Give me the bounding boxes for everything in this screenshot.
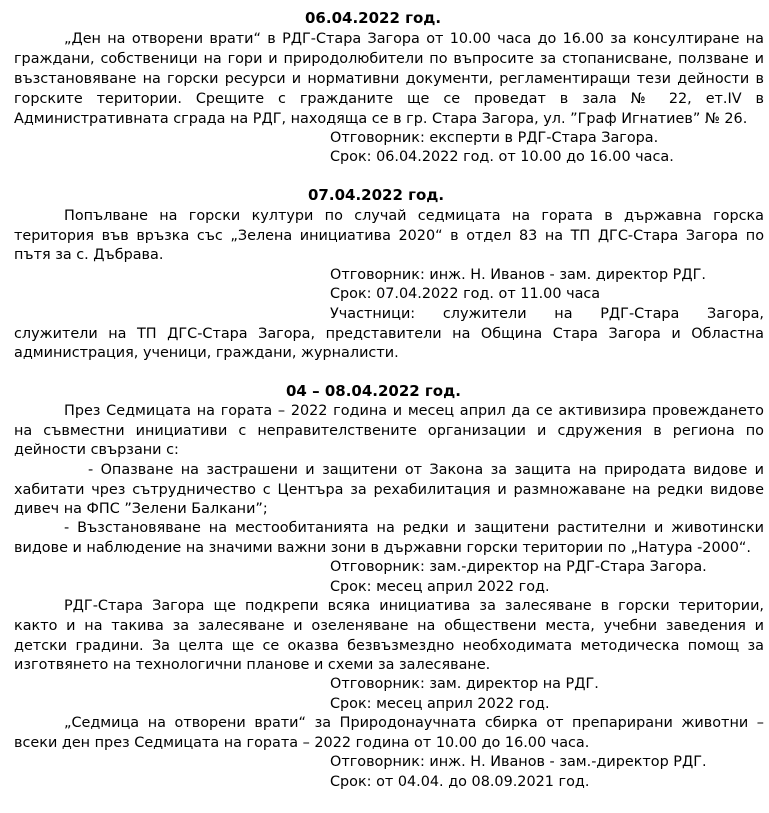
deadline-line: Срок: месец април 2022 год. xyxy=(330,579,550,595)
paragraph-line: на съвместни инициативи с неправителствените организации и сдружения в региона по xyxy=(14,423,764,439)
deadline-line: Срок: 06.04.2022 год. от 10.00 до 16.00 часа. xyxy=(330,149,674,165)
deadline-line: Срок: от 04.04. до 08.09.2021 год. xyxy=(330,774,590,790)
paragraph-line: дейности свързани с: xyxy=(14,442,179,458)
paragraph-line: „Ден на отворени врати“ в РДГ-Стара Загора от 10.00 часа до 16.00 за консултиране на xyxy=(64,31,764,47)
section-heading: 07.04.2022 год. xyxy=(308,186,445,204)
responsible-line: Отговорник: зам. директор на РДГ. xyxy=(330,676,599,692)
paragraph-line: граждани, собственици на гори и природолюбители по въпросите за стопанисване, ползване и xyxy=(14,51,764,67)
paragraph-line: изготвянето на технологични планове и схеми за залесяване. xyxy=(14,657,491,673)
section-heading: 04 – 08.04.2022 год. xyxy=(286,382,461,400)
responsible-line: Отговорник: инж. Н. Иванов - зам.-директор РДГ. xyxy=(330,754,707,770)
responsible-line: Отговорник: зам.-директор на РДГ-Стара Загора. xyxy=(330,559,707,575)
paragraph-line: РДГ-Стара Загора ще подкрепи всяка инициатива за залесяване в горски територии, xyxy=(64,598,764,614)
paragraph-line: Административната сграда на РДГ, находяща се в гр. Стара Загора, ул. ”Граф Игнатиев” № 26. xyxy=(14,111,748,127)
responsible-line: Отговорник: експерти в РДГ-Стара Загора. xyxy=(330,130,659,146)
paragraph-line: територия във връзка със „Зелена инициатива 2020“ в отдел 83 на ТП ДГС-Стара Загора по xyxy=(14,228,764,244)
paragraph-line: „Седмица на отворени врати“ за Природонаучната сбирка от препарирани животни – xyxy=(64,715,764,731)
deadline-line: Срок: месец април 2022 год. xyxy=(330,696,550,712)
paragraph-line: Попълване на горски култури по случай седмицата на гората в държавна горска xyxy=(64,208,764,224)
paragraph-line: През Седмицата на гората – 2022 година и месец април да се активизира провеждането xyxy=(64,403,764,419)
paragraph-line: детски градини. За целта ще се оказва безвъзмездно необходимата методическа помощ за xyxy=(14,638,764,654)
bullet-line: - Възстановяване на местообитанията на редки и защитени растителни и животински xyxy=(64,520,764,536)
paragraph-line: горските територии. Срещите с гражданите ще се проведат в зала № 22, ет.IV в xyxy=(14,91,764,107)
paragraph-line: възстановяване на горски ресурси и нормативни документи, регламентиращи тези дейности в xyxy=(14,71,764,87)
bullet-line: хабитати чрез сътрудничество с Центъра за рехабилитация и размножаване на редки видове xyxy=(14,482,764,498)
participants-line: служители на ТП ДГС-Стара Загора, представители на Община Стара Загора и Областна xyxy=(14,326,764,342)
section-heading: 06.04.2022 год. xyxy=(305,9,442,27)
participants-line: администрация, ученици, граждани, журналисти. xyxy=(14,345,399,361)
responsible-line: Отговорник: инж. Н. Иванов - зам. директор РДГ. xyxy=(330,267,706,283)
bullet-line: видове и наблюдение на значими важни зони в държавни горски територии по „Натура -2000“. xyxy=(14,540,751,556)
paragraph-line: всеки ден през Седмицата на гората – 2022 година от 10.00 до 16.00 часа. xyxy=(14,735,590,751)
participants-line: Участници: служители на РДГ-Стара Загора, xyxy=(330,306,764,322)
bullet-line: дивеч на ФПС ”Зелени Балкани”; xyxy=(14,501,268,517)
paragraph-line: както и на такива за залесяване и озеленяване на обществени места, учебни заведения и xyxy=(14,618,764,634)
paragraph-line: пътя за с. Дъбрава. xyxy=(14,247,164,263)
bullet-line: - Опазване на застрашени и защитени от Закона за защита на природата видове и xyxy=(88,462,764,478)
deadline-line: Срок: 07.04.2022 год. от 11.00 часа xyxy=(330,286,601,302)
